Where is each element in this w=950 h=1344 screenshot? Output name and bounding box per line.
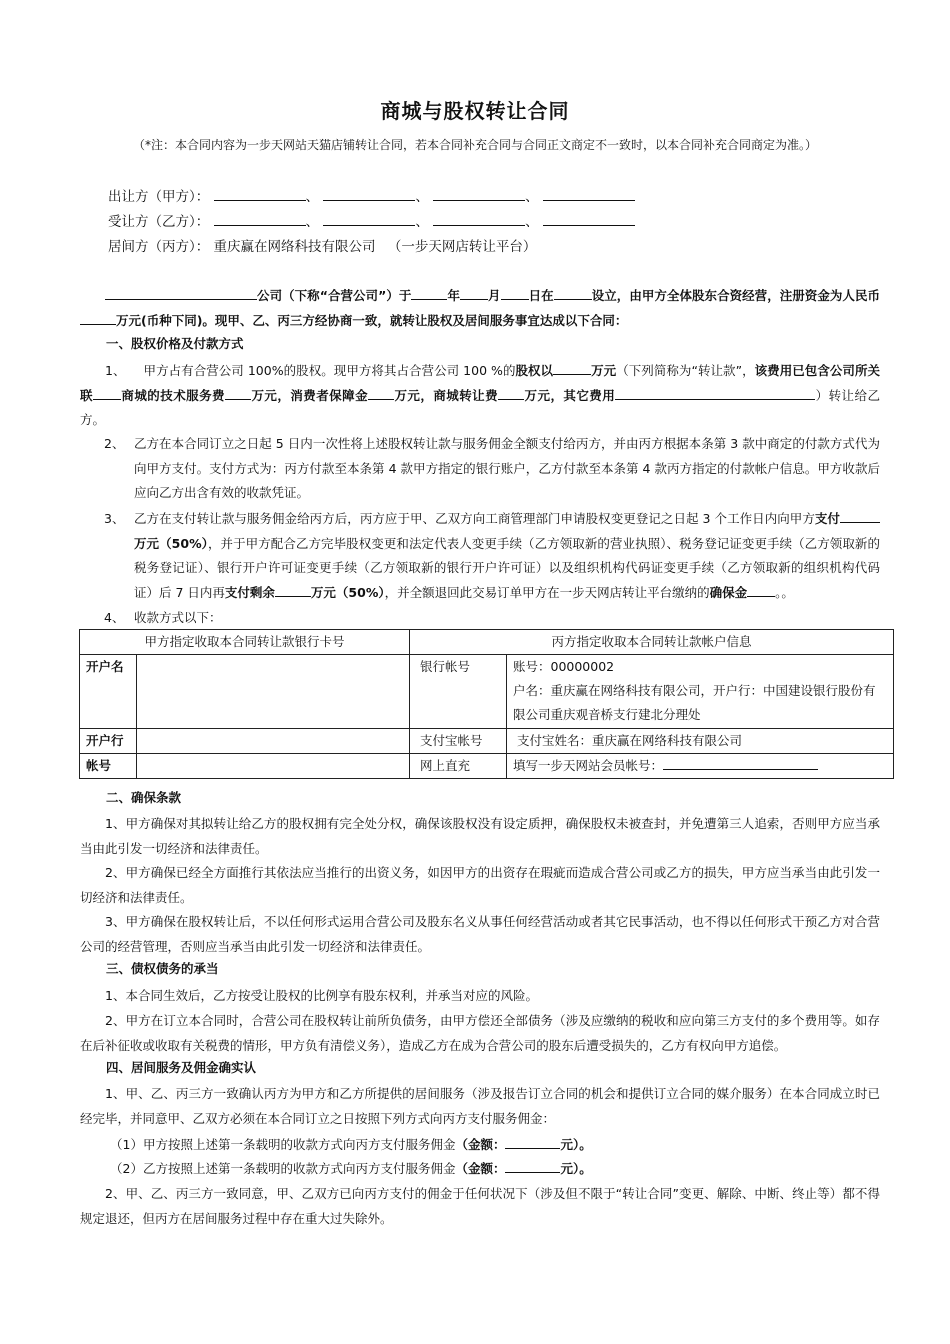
broker-line (108, 235, 536, 255)
clause-1-1-text-g: 万元，消费者保障金 (251, 387, 369, 403)
section4-item-1-amount-label: （金额： (455, 1137, 506, 1152)
section4-item-2-text: （2）乙方按照上述第一条载明的收款方式向丙方支付服务佣金 (110, 1161, 456, 1176)
seller-blank-2 (323, 187, 415, 201)
clause-1-3-text-c: 万元（50%） (134, 535, 208, 551)
table-row (80, 655, 894, 729)
bank-account-number: 账号：00000002 (513, 659, 615, 674)
section2-p1: 1、甲方确保对其拟转让给乙方的股权拥有完全处分权，确保该股权没有设定质押，确保股权未被查封，并免遭第三人追索，否则甲方应当承当由此引发一切经济和法律责任。 (80, 816, 880, 856)
clause-1-4: 收款方式以下： (134, 610, 222, 625)
section4-p2: 2、甲、乙、丙三方一致同意，甲、乙双方已向丙方支付的佣金于任何状况下（涉及但不限于“转让合同”变更、解除、中断、终止等）都不得规定退还，但丙方在居间服务过程中存在重大过失除外。 (80, 1186, 880, 1226)
price-blank (553, 361, 591, 375)
alipay-label: 支付宝帐号 (410, 729, 507, 754)
sep: 、 (305, 214, 320, 230)
section4-item-2-unit: 元）。 (560, 1161, 592, 1176)
broker-platform: （一步天网店转让平台） (387, 239, 537, 255)
table-row (80, 630, 894, 655)
capital-blank (80, 311, 116, 325)
intro-text-5: 设立，由甲方全体股东合资经营，注册资金为人民币 (591, 288, 880, 303)
section4-item-1-text: （1）甲方按照上述第一条载明的收款方式向丙方支付服务佣金 (110, 1137, 456, 1152)
sep: 、 (415, 189, 429, 205)
online-recharge-cell (507, 754, 894, 779)
year-blank (411, 286, 447, 300)
account-number-label: 帐号 (80, 754, 137, 779)
company-name-blank (105, 286, 257, 300)
section3-p2: 2、甲方在订立本合同时，合营公司在股权转让前所负债务，由甲方偿还全部债务（涉及应缴纳的税收和应向第三方支付的多个费用等。如存在后补征收或收取有关税费的情形，甲方负有清偿义务），造成乙方在成为合营公司的股东后遭受损失的，乙方有权向甲方追偿。 (80, 1013, 880, 1053)
clause-1-1-text-d: （下列简称为“转让款”， (616, 363, 755, 378)
broker-label: 居间方（丙方）： (108, 239, 210, 255)
commission-buyer-blank (505, 1159, 560, 1173)
clause-1-3-text-d: ，并于甲方配合乙方完毕股权变更和法定代表人变更手续（乙方领取新的营业执照）、税务登记证变更手续（乙方领取新的税务登记证）、银行开户许可证变更手续（乙方领取新的银行开户许可证）以及组织机构代码证变更手续（乙方领取新的组织机构代码证）后 7 日内再 (134, 535, 880, 600)
table-row (80, 729, 894, 754)
section2-p3: 3、甲方确保在股权转让后，不以任何形式运用合营公司及股东名义从事任何经营活动或者其它民事活动，也不得以任何形式干预乙方对合营公司的经营管理，否则应当承当由此引发一切经济和法律责任。 (80, 914, 880, 954)
alipay-value: 支付宝姓名：重庆赢在网络科技有限公司 (507, 729, 894, 754)
clause-1-1-text-a: 甲方占有合营公司 100%的股权。现甲方将其占合营公司 100 %的 (143, 363, 516, 378)
intro-text-4: 日在 (528, 288, 554, 303)
day-blank (501, 286, 529, 300)
first-payment-blank (840, 509, 880, 523)
sep: 、 (305, 189, 320, 205)
commission-seller-blank (505, 1135, 560, 1149)
seller-blank-1 (214, 187, 306, 201)
buyer-blank-1 (214, 212, 306, 226)
section2-p2: 2、甲方确保已经全方面推行其依法应当推行的出资义务，如因甲方的出资存在瑕疵而造成合营公司或乙方的损失，甲方应当承当由此引发一切经济和法律责任。 (80, 865, 880, 905)
buyer-blank-4 (543, 212, 635, 226)
seller-blank-4 (543, 187, 635, 201)
clause-1-4-num: 4、 (104, 610, 125, 625)
seller-label: 出让方（甲方）： (108, 189, 210, 205)
section4-item-2 (110, 1157, 592, 1181)
clause-1-3 (134, 507, 880, 605)
buyer-blank-3 (433, 212, 525, 226)
mall-blank (93, 386, 121, 400)
remaining-payment-blank (275, 583, 311, 597)
clause-1-1-text-c: 万元 (591, 363, 617, 378)
clause-1-3-num: 3、 (104, 511, 125, 526)
buyer-label: 受让方（乙方）： (108, 214, 210, 230)
member-account-blank (663, 756, 818, 770)
bank-account-cell (507, 655, 894, 729)
table-head-left: 甲方指定收取本合同转让款银行卡号 (80, 630, 410, 655)
other-fee-blank (615, 386, 815, 400)
clause-1-3-text-e: 支付剩余 (224, 584, 275, 600)
section2-heading: 二、确保条款 (106, 790, 182, 805)
clause-1-1-text-e: 该费用已包含公司所关联 (80, 363, 880, 403)
section3-p1: 1、本合同生效后，乙方按受让股权的比例享有股东权利，并承当对应的风险。 (105, 988, 538, 1003)
clause-1-3-text-i: 。。 (775, 584, 794, 600)
account-name-label: 开户名 (80, 655, 137, 729)
intro-text-3: 月 (488, 288, 501, 303)
sep: 、 (415, 214, 429, 230)
clause-1-1-text-i: 万元，其它费用 (524, 387, 616, 403)
seller-blank-3 (433, 187, 525, 201)
clause-1-1-text-b: 股权以 (515, 363, 554, 378)
document-title: 商城与股权转让合同 (380, 99, 570, 123)
section3-heading: 三、债权债务的承当 (106, 961, 219, 976)
clause-1-3-text-h: 确保金 (709, 584, 748, 600)
seller-line (108, 185, 635, 205)
payment-table (79, 629, 894, 779)
clause-1-1-text-j: ）转让给乙方。 (80, 387, 880, 427)
clause-1-2: 乙方在本合同订立之日起 5 日内一次性将上述股权转让款与服务佣金全额支付给丙方，并由丙方根据本条第 3 款中商定的付款方式代为向甲方支付。支付方式为：丙方付款至本条第 4 款甲方指定的银行账户，乙方付款至本条第 4 款丙方指定的付款帐户信息。甲方收款后应向乙方出含有效的收款凭证。 (134, 436, 880, 500)
section4-item-1 (110, 1133, 592, 1157)
clause-1-1-text-f: 商城的技术服务费 (120, 387, 226, 403)
tech-fee-blank (225, 386, 251, 400)
intro-text-1: 公司（下称“合营公司”）于 (257, 288, 412, 303)
document-note: （*注：本合同内容为一步天网站天猫店铺转让合同，若本合同补充合同与合同正文商定不一致时，以本合同补充合同商定为准。） (132, 138, 817, 152)
section4-item-1-unit: 元）。 (560, 1137, 592, 1152)
clause-1-1-num: 1、 (105, 363, 126, 378)
broker-name: 重庆赢在网络科技有限公司 (213, 239, 376, 255)
clause-1-3-text-f: 万元（50%） (310, 584, 385, 600)
table-head-right: 丙方指定收取本合同转让款帐户信息 (410, 630, 894, 655)
section4-heading: 四、居间服务及佣金确实认 (106, 1060, 257, 1075)
clause-1-1 (80, 359, 880, 433)
intro-text-2: 年 (447, 288, 460, 303)
transfer-fee-blank (498, 386, 524, 400)
sep: 、 (525, 214, 539, 230)
clause-1-3-text-b: 支付 (814, 511, 840, 526)
bank-name-label: 开户行 (80, 729, 137, 754)
bank-account-label: 银行帐号 (410, 655, 507, 729)
section4-item-2-amount-label: （金额： (455, 1161, 506, 1176)
section1-heading: 一、股权价格及付款方式 (106, 336, 244, 351)
buyer-blank-2 (323, 212, 415, 226)
account-number-cell[interactable] (137, 754, 410, 779)
month-blank (460, 286, 488, 300)
intro-text-6: 万元(币种下同)。现甲、乙、丙三方经协商一致，就转让股权及居间服务事宜达成以下合同： (116, 312, 628, 328)
deposit-blank (368, 386, 394, 400)
online-recharge-label: 网上直充 (410, 754, 507, 779)
clause-1-2-num: 2、 (104, 436, 125, 451)
online-recharge-value: 填写一步天网站会员帐号： (513, 758, 664, 773)
bank-name-cell[interactable] (137, 729, 410, 754)
sep: 、 (525, 189, 539, 205)
clause-1-3-text-a: 乙方在支付转让款与服务佣金给丙方后，丙方应于甲、乙双方向工商管理部门申请股权变更登记之日起 3 个工作日内向甲方 (134, 511, 815, 526)
intro-paragraph (80, 284, 880, 333)
table-row (80, 754, 894, 779)
bank-account-holder: 户名：重庆赢在网络科技有限公司，开户行：中国建设银行股份有限公司重庆观音桥支行建北分理处 (513, 683, 876, 722)
account-name-cell[interactable] (137, 655, 410, 729)
place-blank (554, 286, 592, 300)
clause-1-1-text-h: 万元，商城转让费 (394, 387, 499, 403)
section4-p1: 1、甲、乙、丙三方一致确认丙方为甲方和乙方所提供的居间服务（涉及报告订立合同的机会和提供订立合同的媒介服务）在本合同成立时已经完毕，并同意甲、乙双方必须在本合同订立之日按照下列方式向丙方支付服务佣金： (80, 1086, 880, 1126)
guarantee-blank (747, 583, 775, 597)
buyer-line (108, 210, 635, 230)
clause-1-3-text-g: ，并全额退回此交易订单甲方在一步天网店转让平台缴纳的 (384, 584, 710, 600)
